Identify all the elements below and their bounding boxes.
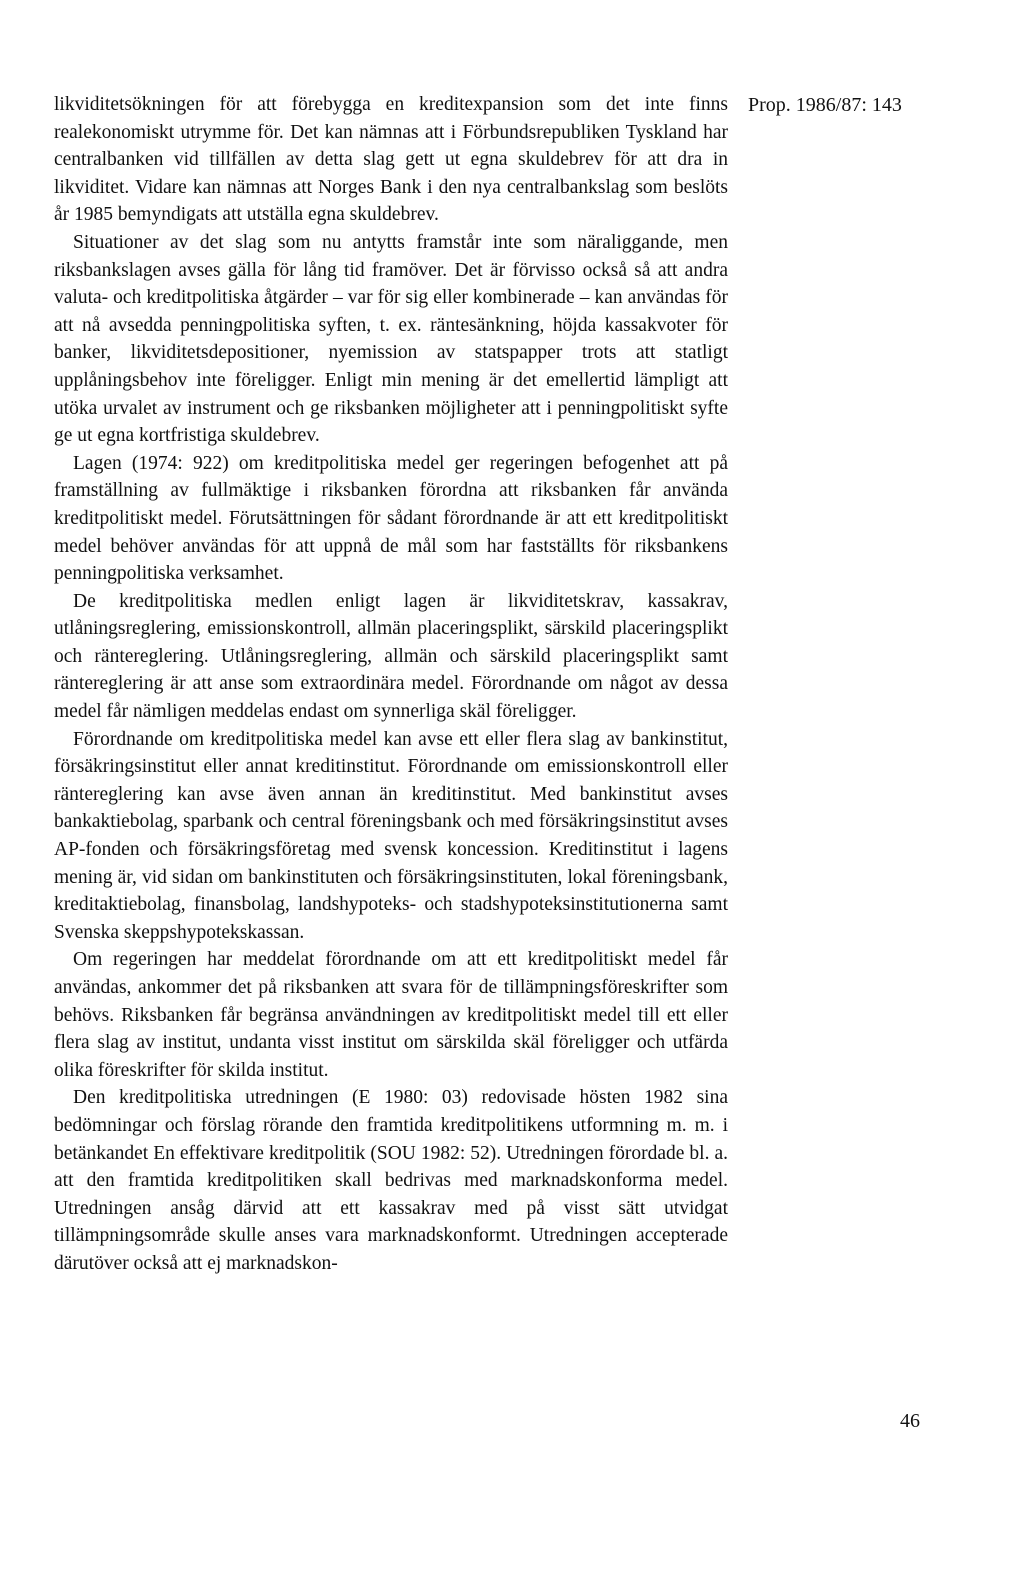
paragraph-2: Situationer av det slag som nu antytts framstår inte som näraliggande, men riksbankslagen avses gälla för lång tid framöver. Det är förvisso också så att andra valuta- och kreditpolitiska åtgärder – var för sig eller kombinerade – kan användas för att nå avsedda penningpolitiska syften, t. ex. räntesänkning, höjda kassakvoter för banker, likviditetsdepositioner, nyemission av statspapper trots att statligt upplåningsbehov inte föreligger. Enligt min mening är det emellertid lämpligt att utöka urvalet av instrument och ge riksbanken möjligheter att i penningpolitiskt syfte ge ut egna kortfristiga skuldebrev.	[54, 231, 728, 447]
paragraph-4: De kreditpolitiska medlen enligt lagen är likviditetskrav, kassakrav, utlåningsreglering, emissionskontroll, allmän placeringsplikt, särskild placeringsplikt och räntereglering. Utlåningsreglering, allmän och särskild placeringsplikt samt räntereglering är att anse som extraordinära medel. Förordnande om något av dessa medel får nämligen meddelas endast om synnerliga skäl föreligger.	[54, 590, 728, 723]
running-head: Prop. 1986/87: 143	[748, 94, 902, 116]
paragraph-5: Förordnande om kreditpolitiska medel kan avse ett eller flera slag av bankinstitut, försäkringsinstitut eller annat kreditinstitut. Förordnande om emissionskontroll eller räntereglering kan avse även annan än kreditinstitut. Med bankinstitut avses bankaktiebolag, sparbank och central föreningsbank och med försäkringsinstitut avses AP-fonden och försäkringsföretag med svensk koncession. Kreditinstitut i lagens mening är, vid sidan om bankinstituten och försäkringsinstituten, lokal föreningsbank, kreditaktiebolag, finansbolag, landshypoteks- och stadshypoteksinstitutionerna samt Svenska skeppshypotekskassan.	[54, 728, 728, 943]
body-text	[54, 91, 728, 1278]
paragraph-3: Lagen (1974: 922) om kreditpolitiska medel ger regeringen befogenhet att på framställning av fullmäktige i riksbanken förordna att riksbanken får använda kreditpolitiskt medel. Förutsättningen för sådant förordnande är att ett kreditpolitiskt medel behöver användas för att uppnå de mål som har fastställts för riksbankens penningpolitiska verksamhet.	[54, 452, 728, 585]
page-number: 46	[900, 1410, 920, 1432]
paragraph-1: likviditetsökningen för att förebygga en kreditexpansion som det inte finns realekonomiskt utrymme för. Det kan nämnas att i Förbundsrepubliken Tyskland har centralbanken vid tillfällen av detta slag gett ut egna skuldebrev för att dra in likviditet. Vidare kan nämnas att Norges Bank i den nya centralbankslag som beslöts år 1985 bemyndigats att utställa egna skuldebrev.	[54, 94, 728, 226]
paragraph-6: Om regeringen har meddelat förordnande om att ett kreditpolitiskt medel får användas, ankommer det på riksbanken att svara för de tillämpningsföreskrifter som behövs. Riksbanken får begränsa användningen av kreditpolitiskt medel till ett eller flera slag av institut, undanta visst institut om särskilda skäl föreligger och utfärda olika föreskrifter för skilda institut.	[54, 949, 728, 1081]
paragraph-7: Den kreditpolitiska utredningen (E 1980: 03) redovisade hösten 1982 sina bedömningar och förslag rörande den framtida kreditpolitikens utformning m. m. i betänkandet En effektivare kreditpolitik (SOU 1982: 52). Utredningen förordade bl. a. att den framtida kreditpolitiken skall bedrivas med marknadskonforma medel. Utredningen ansåg därvid att ett kassakrav med på visst sätt utvidgat tillämpningsområde skulle anses vara marknadskonformt. Utredningen accepterade därutöver också att ej marknadskon-	[54, 1087, 728, 1274]
